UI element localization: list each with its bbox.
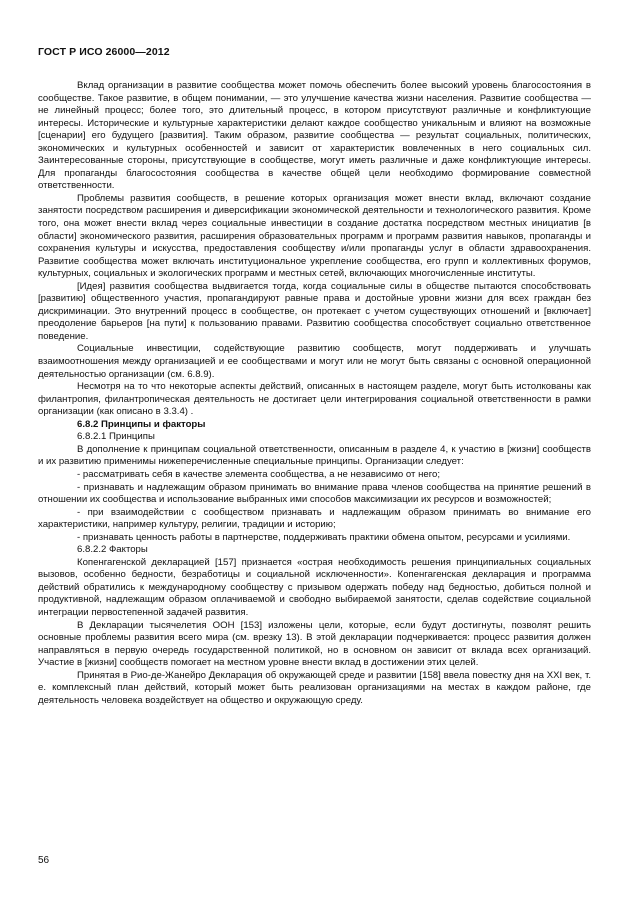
paragraph: Принятая в Рио-де-Жанейро Декларация об окружающей среде и развитии [158] ввела повестку дня на XXI век, т. е. комплексный план действий, который может быть реализован организациями на местах в каждом районе, где деятельность человека воздействует на общество и окружающую среду. <box>38 669 591 706</box>
list-item: - рассматривать себя в качестве элемента сообщества, а не независимо от него; <box>77 468 441 480</box>
paragraph: Копенгагенской декларацией [157] признается «острая необходимость решения принципиальных социальных вызовов, особенно бедности, безработицы и социальной исключенности». Копенгагенская декларация и программа действий обратились к международному сообществу с призывом одержать победу над бедностью, добиться полной и продуктивной, надлежащим образом оплачиваемой и свободно выбираемой занятости, сделав содействие социальной интеграции первостепенной задачей развития. <box>38 556 591 618</box>
page-number: 56 <box>38 855 50 866</box>
subsection-heading: 6.8.2.2 Факторы <box>77 544 148 556</box>
page-header: ГОСТ Р ИСО 26000—2012 <box>38 46 170 58</box>
paragraph: Проблемы развития сообществ, в решение которых организация может внести вклад, включают создание занятости посредством расширения и диверсификации экономической деятельности и технологического развития. Кроме того, она может внести вклад через социальные инвестиции в создание достатка посредством местных инициатив [в области] экономического развития, расширения образовательных программ и программ развития навыков, пропаганды и сохранения культуры и искусства, предоставления сообществу и/или пропаганды услуг в области здравоохранения. Развитие сообщества может включать институциональное укрепление сообщества, его групп и коллективных форумов, культурных, социальных и экологических программ и местных сетей, включающих многочисленные институты. <box>38 192 591 280</box>
list-item: - признавать и надлежащим образом принимать во внимание права членов сообщества на принятие решений в отношении их сообщества и использование выбранных ими способов максимизации их ресурсов и возможностей; <box>38 481 591 506</box>
paragraph: Вклад организации в развитие сообщества может помочь обеспечить более высокий уровень благосостояния в сообществе. Такое развитие, в общем понимании, — это улучшение качества жизни населения. Развитие сообщества — не линейный процесс; более того, это длительный процесс, в котором присутствуют различные и конфликтующие интересы. Исторические и культурные характеристики делают каждое сообщество уникальным и влияют на возможные [сценарии] его будущего [развития]. Таким образом, развитие сообщества — результат социальных, политических, экономических и культурных особенностей и зависит от характеристик вовлеченных в него социальных сил. Заинтересованные стороны, присутствующие в сообществе, могут иметь различные и даже конфликтующие интересы. Для пропаганды благосостояния сообщества в качестве общей цели необходимо формирование совместной ответственности. <box>38 80 591 192</box>
paragraph: В Декларации тысячелетия ООН [153] изложены цели, которые, если будут достигнуты, позволят решить основные проблемы развития всего мира (см. врезку 13). В этой декларации подчеркивается: процесс развития должен направляться в первую очередь государственной политикой, но в основном он зависит от вклада всех организаций. Участие в [жизни] сообществ помогает на местном уровне внести вклад в достижении этих целей. <box>38 619 591 669</box>
list-item: - при взаимодействии с сообществом признавать и надлежащим образом принимать во внимание его характеристики, например культуру, религии, традиции и историю; <box>38 506 591 531</box>
body-text <box>38 80 591 707</box>
paragraph: [Идея] развития сообщества выдвигается тогда, когда социальные силы в обществе пытаются способствовать [развитию] общественного участия, пропагандируют равные права и достойные уровни жизни для всех граждан без дискриминации. Это внутренний процесс в сообществе, он протекает с учетом существующих отношений и [включает] преодоление барьеров [на пути] к пользованию правами. Развитию сообщества способствует социально ответственное поведение. <box>38 280 591 342</box>
paragraph: Несмотря на то что некоторые аспекты действий, описанных в настоящем разделе, могут быть истолкованы как филантропия, филантропическая деятельность не достигает цели интегрирования социальной ответственности в рамки организации (как описано в 3.3.4) . <box>38 381 591 418</box>
paragraph: В дополнение к принципам социальной ответственности, описанным в разделе 4, к участию в [жизни] сообществ и их развитию применимы нижеперечисленные специальные принципы. Организации следует: <box>38 443 591 468</box>
paragraph: Социальные инвестиции, содействующие развитию сообществ, могут поддерживать и улучшать взаимоотношения между организацией и ее сообществами и могут или не могут быть связаны с основной операционной деятельностью организации (см. 6.8.9). <box>38 343 591 380</box>
section-heading: 6.8.2 Принципы и факторы <box>77 418 206 430</box>
subsection-heading: 6.8.2.1 Принципы <box>77 431 155 443</box>
list-item: - признавать ценность работы в партнерстве, поддерживать практики обмена опытом, ресурсами и усилиями. <box>77 531 571 543</box>
